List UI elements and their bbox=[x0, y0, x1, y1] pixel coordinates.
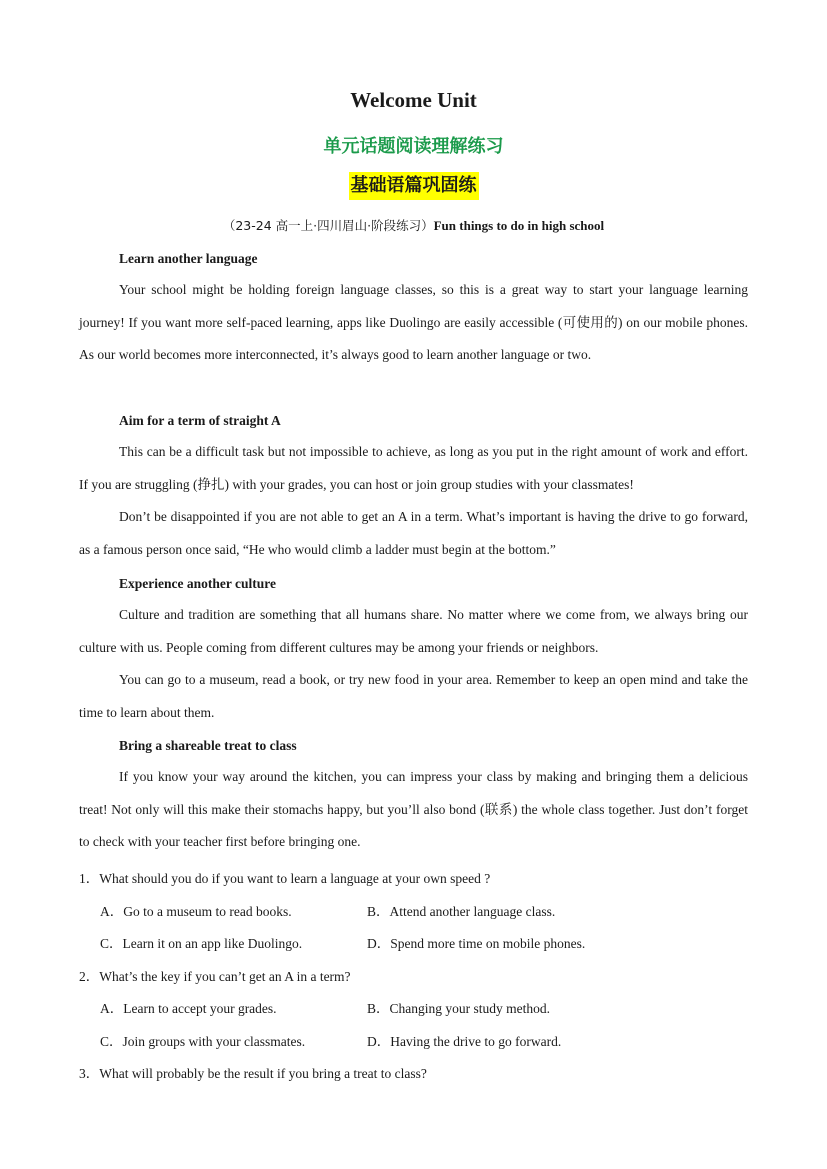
option-c[interactable]: C．Join groups with your classmates. bbox=[100, 1034, 306, 1049]
question bbox=[79, 965, 351, 985]
option-d[interactable]: D．Spend more time on mobile phones. bbox=[367, 936, 586, 951]
question bbox=[79, 1062, 427, 1082]
paragraph: Your school might be holding foreign language classes, so this is a great way to start your language learning journey! If you want more self-paced learning, apps like Duolingo are easily accessible (可使用的) on our mobile phones. As our world becomes more interconnected, it’s always good to learn another language or two. bbox=[79, 282, 748, 363]
source-line bbox=[79, 216, 748, 234]
section-label-wrap bbox=[79, 172, 748, 200]
source-prefix: （23-24 高一上·四川眉山·阶段练习） bbox=[222, 218, 434, 233]
option-b[interactable]: B．Changing your study method. bbox=[367, 1001, 550, 1016]
section-heading: Aim for a term of straight A bbox=[119, 413, 281, 428]
paragraph: This can be a difficult task but not impossible to achieve, as long as you put in the right amount of work and effort. If you are struggling (挣扎) with your grades, you can host or join group studies with your classmates! bbox=[79, 444, 748, 492]
section-heading: Experience another culture bbox=[119, 576, 276, 591]
document-subtitle: 单元话题阅读理解练习 bbox=[323, 136, 504, 157]
section-heading: Learn another language bbox=[119, 251, 258, 266]
question-text: What’s the key if you can’t get an A in a term? bbox=[99, 969, 351, 984]
document-title: Welcome Unit bbox=[350, 88, 477, 112]
section-heading: Bring a shareable treat to class bbox=[119, 738, 297, 753]
option-b[interactable]: B．Attend another language class. bbox=[367, 904, 556, 919]
paragraph: You can go to a museum, read a book, or try new food in your area. Remember to keep an open mind and take the time to learn about them. bbox=[79, 672, 748, 720]
paragraph: If you know your way around the kitchen, you can impress your class by making and bringing them a delicious treat! Not only will this make their stomachs happy, but you’ll also bond (联系) the whole class together. Just don’t forget to check with your teacher first before bringing one. bbox=[79, 769, 748, 850]
option-d[interactable]: D．Having the drive to go forward. bbox=[367, 1034, 562, 1049]
option-a[interactable]: A．Learn to accept your grades. bbox=[100, 1001, 277, 1016]
question-text: What will probably be the result if you bring a treat to class? bbox=[99, 1066, 427, 1081]
question bbox=[79, 867, 490, 887]
paragraph: Culture and tradition are something that all humans share. No matter where we come from, we always bring our culture with us. People coming from different cultures may be among your friends or neighbors. bbox=[79, 607, 748, 655]
paragraph: Don’t be disappointed if you are not able to get an A in a term. What’s important is having the drive to go forward, as a famous person once said, “He who would climb a ladder must begin at the bottom.” bbox=[79, 509, 748, 557]
question-number: 3． bbox=[79, 1066, 100, 1081]
option-a[interactable]: A．Go to a museum to read books. bbox=[100, 904, 292, 919]
passage-title: Fun things to do in high school bbox=[433, 218, 605, 233]
question-text: What should you do if you want to learn a language at your own speed ? bbox=[99, 871, 491, 886]
question-number: 2． bbox=[79, 969, 100, 984]
question-number: 1． bbox=[79, 871, 100, 886]
option-c[interactable]: C．Learn it on an app like Duolingo. bbox=[100, 936, 303, 951]
section-label: 基础语篇巩固练 bbox=[349, 172, 479, 200]
